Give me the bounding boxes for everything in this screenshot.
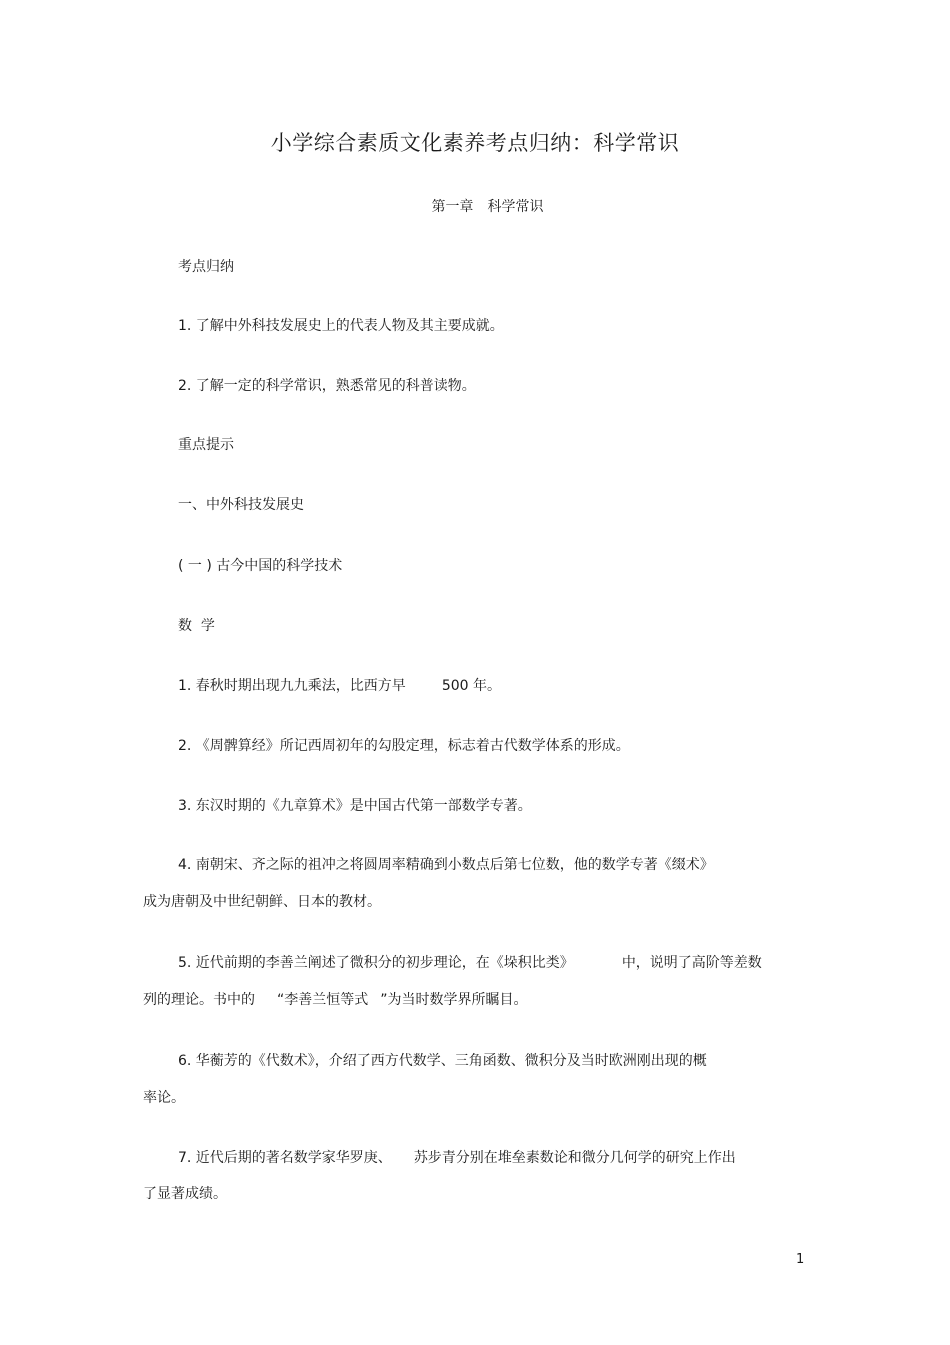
math-item-1-text-tail: 500 年。 [441,678,501,694]
math-item-2: 2. 《周髀算经》所记西周初年的勾股定理，标志着古代数学体系的形成。 [178,738,630,754]
subject-heading-math: 数 学 [178,618,215,634]
math-item-5-text: 5. 近代前期的李善兰阐述了微积分的初步理论，在《垛积比类》 [178,955,574,971]
math-item-5-cont-part-2: “李善兰恒等式 [277,992,369,1008]
heading-level-2: ( 一 ) 古今中国的科学技术 [178,558,343,574]
math-item-4: 4. 南朝宋、齐之际的祖冲之将圆周率精确到小数点后第七位数，他的数学专著《缀术》 [178,857,714,873]
section-heading-zhongdian: 重点提示 [178,437,234,453]
math-item-7-text-tail: 苏步青分别在堆垒素数论和微分几何学的研究上作出 [413,1150,736,1166]
math-item-6-continuation: 率论。 [143,1090,185,1106]
heading-level-1: 一、中外科技发展史 [178,497,304,513]
chapter-heading: 第一章 科学常识 [431,199,544,215]
math-item-7 [178,1149,736,1167]
document-title: 小学综合素质文化素养考点归纳：科学常识 [270,131,680,155]
math-item-7-continuation: 了显著成绩。 [143,1186,227,1202]
section-heading-kaodian: 考点归纳 [178,259,234,275]
math-item-1-text: 1. 春秋时期出现九九乘法，比西方早 [178,678,406,694]
kaodian-item-2: 2. 了解一定的科学常识，熟悉常见的科普读物。 [178,378,476,394]
page-number: 1 [796,1252,805,1267]
math-item-1 [178,677,501,695]
kaodian-item-1: 1. 了解中外科技发展史上的代表人物及其主要成就。 [178,318,504,334]
math-item-4-continuation: 成为唐朝及中世纪朝鲜、日本的教材。 [143,894,381,910]
math-item-6: 6. 华蘅芳的《代数术》，介绍了西方代数学、三角函数、微积分及当时欧洲刚出现的概 [178,1053,707,1069]
math-item-5-continuation [143,991,528,1009]
math-item-5-cont-part-1: 列的理论。书中的 [143,992,255,1008]
math-item-5 [178,954,762,972]
math-item-5-cont-part-3: ”为当时数学界所瞩目。 [380,992,528,1008]
math-item-7-text: 7. 近代后期的著名数学家华罗庚、 [178,1150,392,1166]
math-item-3: 3. 东汉时期的《九章算术》是中国古代第一部数学专著。 [178,798,532,814]
math-item-5-text-tail: 中，说明了高阶等差数 [621,955,762,971]
